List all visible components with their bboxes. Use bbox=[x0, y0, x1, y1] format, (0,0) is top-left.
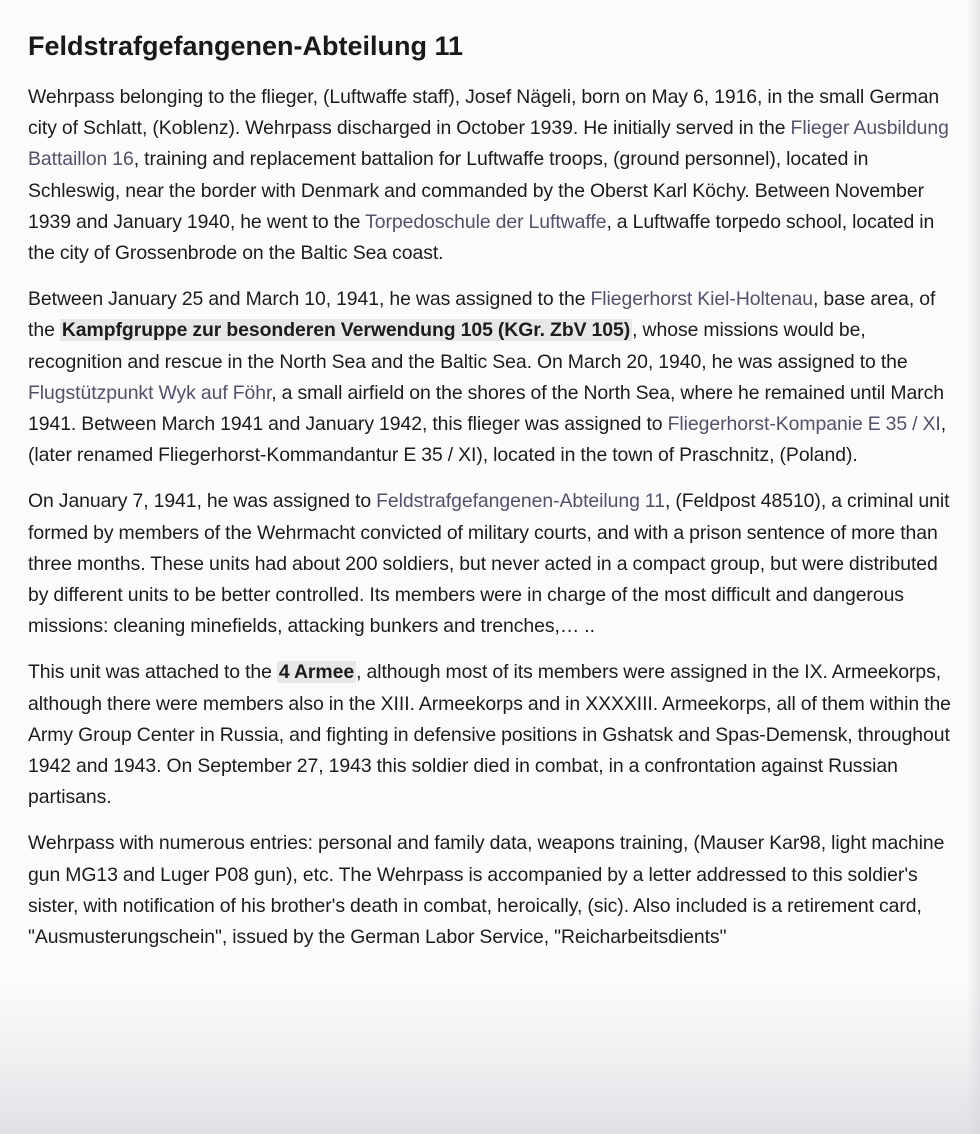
unit-name-torpedoschule: Torpedoschule der Luftwaffe bbox=[365, 210, 607, 233]
paragraph-2-text: , whose missions would be, recognition and rescue in the North Sea and the Baltic Sea. On March 20, 1940, he was assigned to the bbox=[28, 319, 908, 373]
paragraph-1-text: , training and replacement battalion for Luftwaffe troops, (ground personnel), located in Schleswig, near the border with Denmark and commanded by the Oberst Karl Köchy. Between November 1939 and January 1940, he went to the bbox=[28, 148, 924, 233]
unit-name-feldstrafgefangenen: Feldstrafgefangenen-Abteilung 11 bbox=[376, 490, 665, 513]
paragraph-3-text: On January 7, 1941, he was assigned to bbox=[28, 490, 377, 513]
highlighted-unit-4-armee: 4 Armee bbox=[278, 661, 355, 684]
paragraph-4 bbox=[28, 657, 960, 813]
paragraph-2-text: , (later renamed Fliegerhorst-Kommandantur E 35 / XI), located in the town of Praschnitz, (Poland). bbox=[28, 413, 947, 467]
document-title: Feldstrafgefangenen-Abteilung 11 bbox=[28, 31, 464, 61]
paragraph-3-text: , (Feldpost 48510), a criminal unit formed by members of the Wehrmacht convicted of military courts, and with a prison sentence of more than three months. These units had about 200 soldiers, but never acted in a compact group, but were distributed by different units to be better controlled. Its members were in charge of the most difficult and dangerous missions: cleaning minefields, attacking bunkers and trenches,… .. bbox=[28, 490, 950, 638]
paragraph-5 bbox=[28, 828, 960, 953]
paragraph-4-text: , although most of its members were assigned in the IX. Armeekorps, although there were members also in the XIII. Armeekorps and in XXXXIII. Armeekorps, all of them within the Army Group Center in Russia, and fighting in defensive positions in Gshatsk and Spas-Demensk, throughout 1942 and 1943. On September 27, 1943 this soldier died in combat, in a confrontation against Russian partisans. bbox=[28, 661, 951, 809]
paragraph-3 bbox=[28, 486, 960, 642]
paragraph-2-text: , a small airfield on the shores of the North Sea, where he remained until March 1941. Between March 1941 and January 1942, this flieger was assigned to bbox=[28, 381, 944, 436]
unit-name-flugstuetzpunkt: Flugstützpunkt Wyk auf Föhr bbox=[28, 381, 272, 404]
highlighted-unit-kampfgruppe: Kampfgruppe zur besonderen Verwendung 105 (KGr. ZbV 105) bbox=[61, 319, 631, 342]
unit-name-fliegerhorst-kompanie: Fliegerhorst-Kompanie E 35 / XI bbox=[667, 413, 941, 436]
paragraph-1-text: , a Luftwaffe torpedo school, located in the city of Grossenbrode on the Baltic Sea coast. bbox=[28, 210, 935, 265]
paragraph-2-text: Between January 25 and March 10, 1941, he was assigned to the bbox=[28, 288, 591, 311]
unit-name-fliegerhorst-kiel: Fliegerhorst Kiel-Holtenau bbox=[590, 288, 814, 311]
paragraph-4-text: This unit was attached to the bbox=[28, 661, 277, 684]
paragraph-1-text: Wehrpass belonging to the flieger, (Luftwaffe staff), Josef Nägeli, born on May 6, 1916, in the small German city of Schlatt, (Koblenz). Wehrpass discharged in October 1939. He initially served in the bbox=[28, 86, 940, 140]
paragraph-1 bbox=[28, 82, 960, 269]
unit-name-flieger-ausbildung: Flieger Ausbildung Battaillon 16 bbox=[28, 117, 949, 171]
paragraph-2-text: , base area, of the bbox=[28, 288, 936, 342]
paragraph-5-text: Wehrpass with numerous entries: personal and family data, weapons training, (Mauser Kar98, light machine gun MG13 and Luger P08 gun), etc. The Wehrpass is accompanied by a letter addressed to this soldier's sister, with notification of his brother's death in combat, heroically, (sic). Also included is a retirement card, "Ausmusterungschein", issued by the German Labor Service, "Reicharbeitsdients" bbox=[28, 832, 945, 949]
paragraph-2 bbox=[28, 284, 960, 471]
